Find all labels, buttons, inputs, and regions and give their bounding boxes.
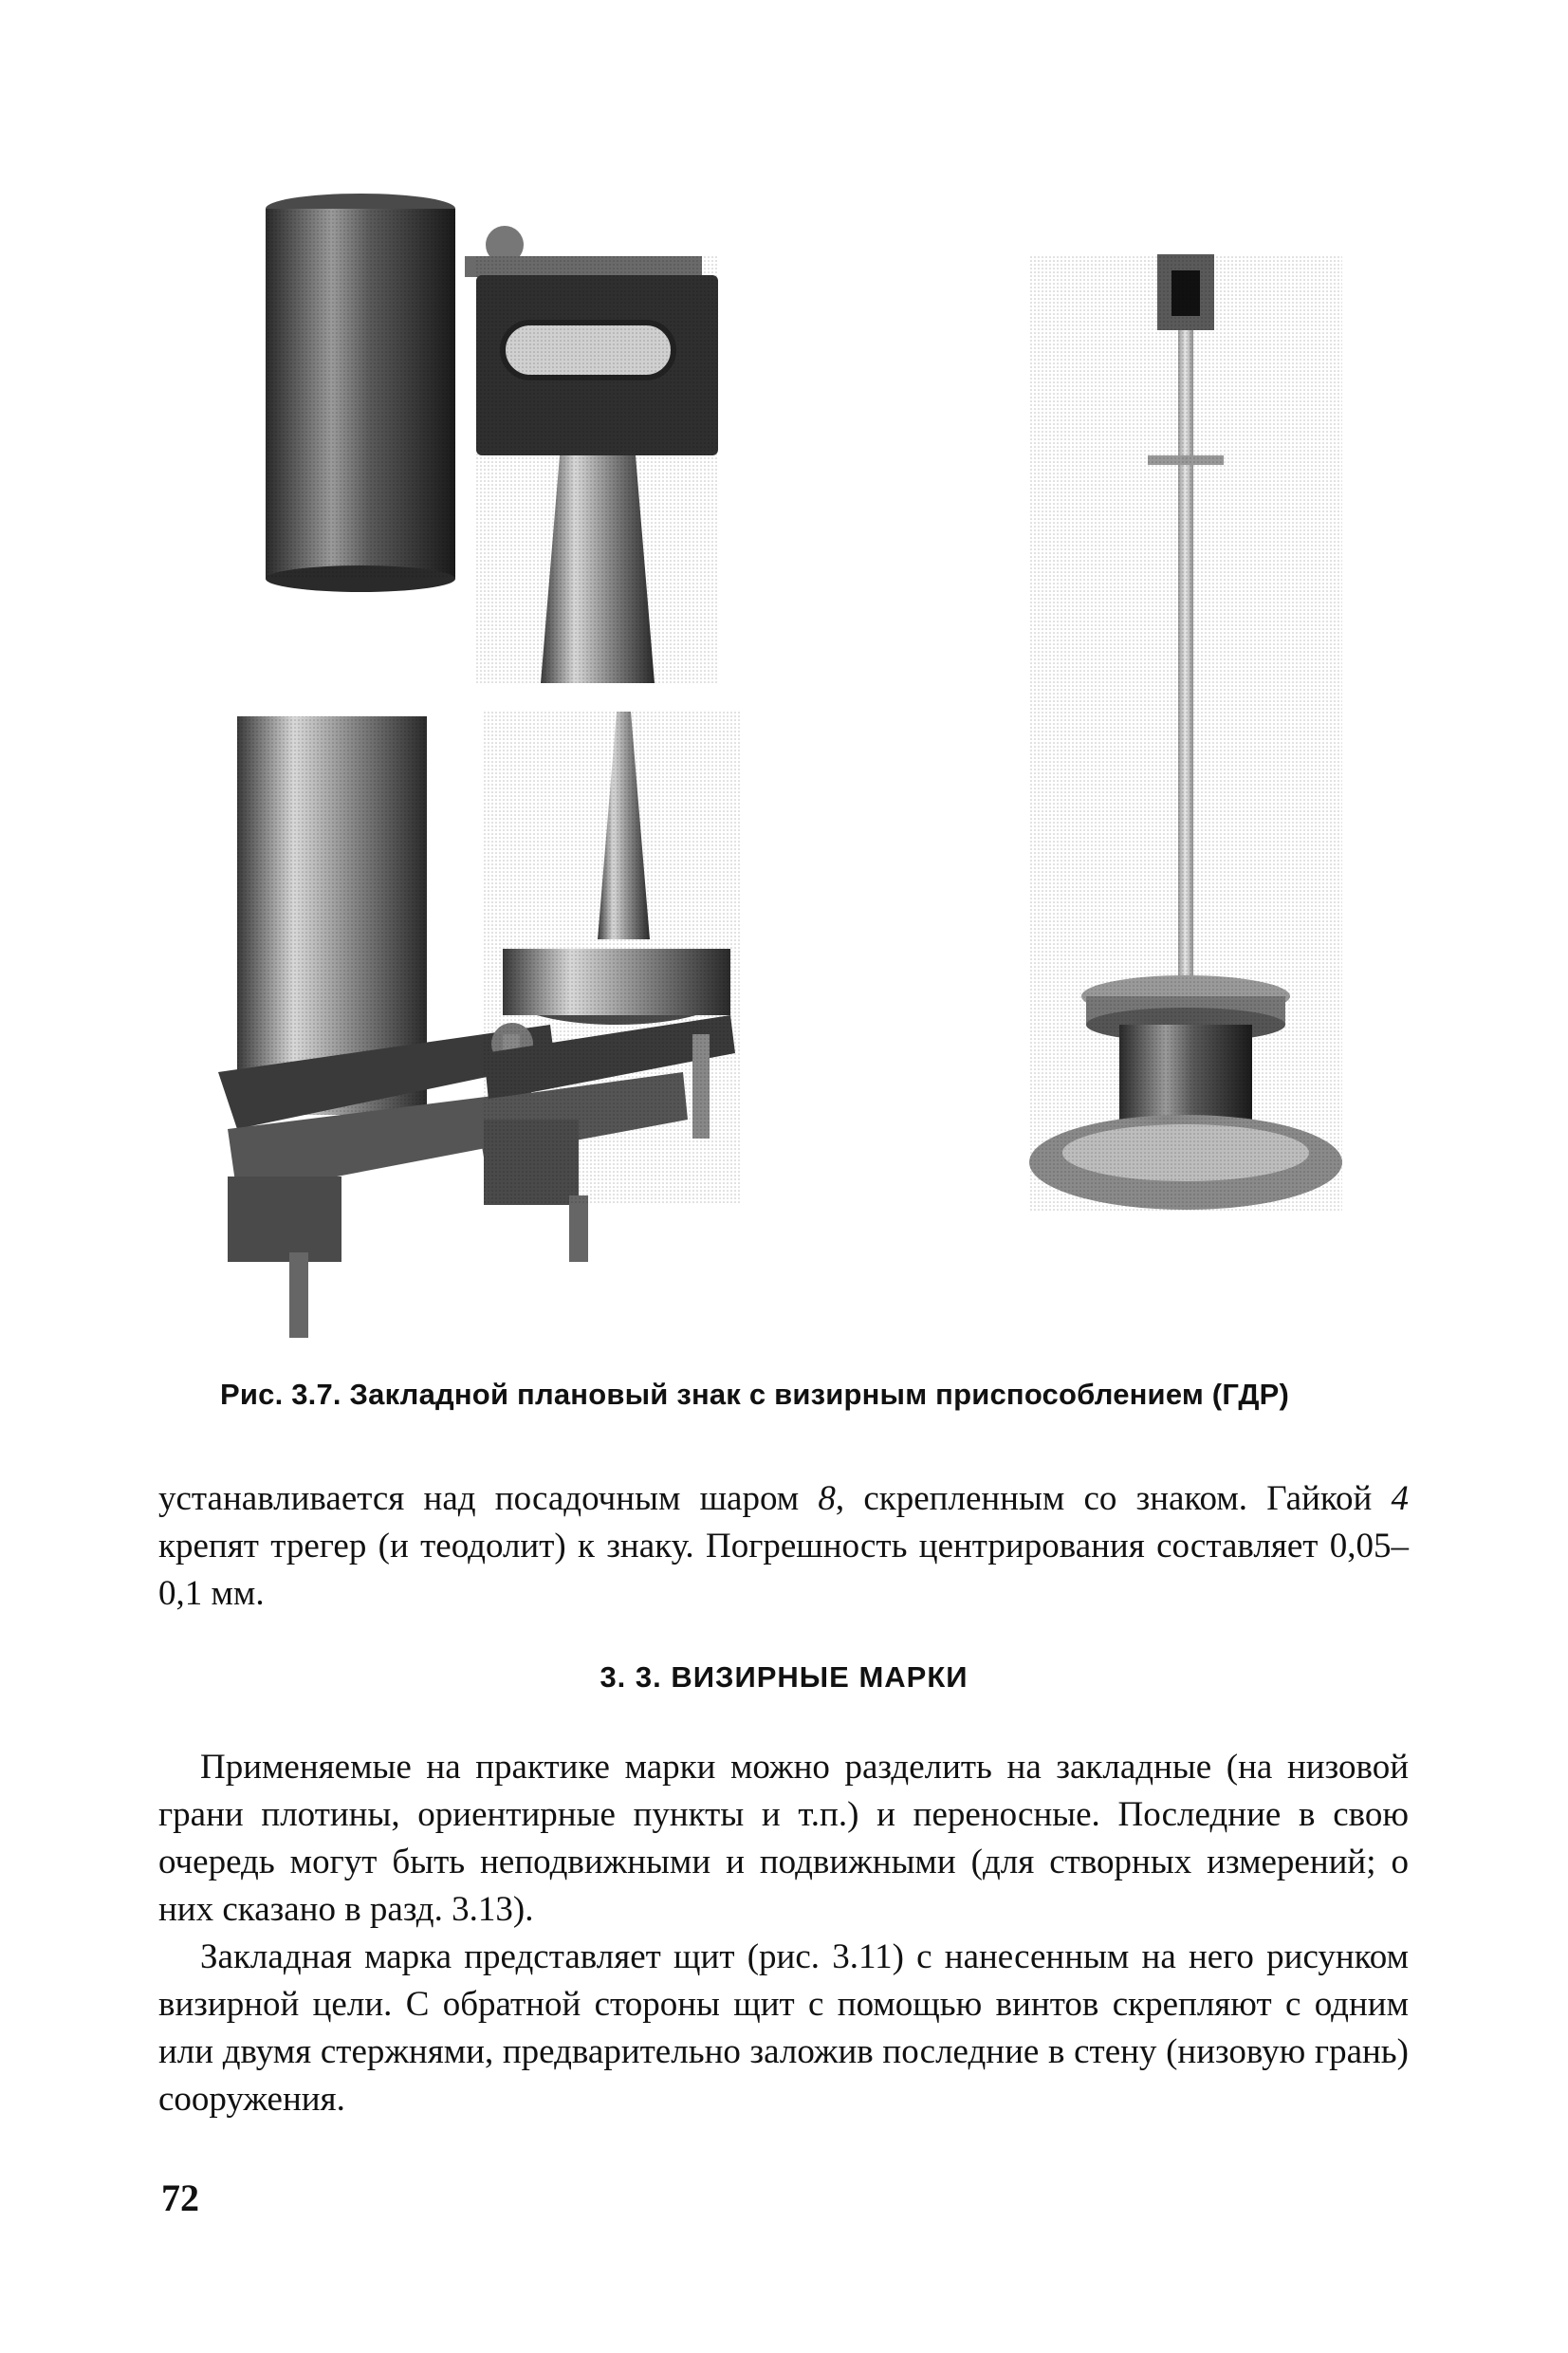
paragraph-1-text-c: крепят трегер (и теодолит) к знаку. Погрешность центрирования составляет 0,05–0,1 мм. — [158, 1527, 1409, 1613]
paragraph-3: Закладная марка представляет щит (рис. 3.11) с нанесенным на него рисунком визирной цели. С обратной стороны щит с помощью винтов скрепляют с одним или двумя стержнями, предварительно заложив последние в стену (низовую грань) сооружения. — [158, 1937, 1409, 2119]
paragraph-2: Применяемые на практике марки можно разделить на закладные (на низовой грани плотины, ориентирные пункты и т.п.) и переносные. Последние в свою очередь могут быть неподвижными и подвижными (для створных измерений; о них сказано в разд. 3.13). — [158, 1748, 1409, 1929]
cylinder-cap-photo — [266, 194, 455, 592]
page-number: 72 — [161, 2177, 199, 2219]
reference-number-4: 4 — [1391, 1479, 1409, 1518]
paragraph-1-text-a: устанавливается над посадочным шаром — [158, 1479, 819, 1518]
paragraph-1-text-b: , скрепленным со знаком. Гайкой — [835, 1479, 1392, 1518]
paragraph-1 — [158, 1475, 1409, 1618]
sighting-head-photo — [465, 226, 718, 683]
figure-caption: Рис. 3.7. Закладной плановый знак с визирным приспособлением (ГДР) — [220, 1378, 1290, 1411]
section-heading: 3. 3. ВИЗИРНЫЕ МАРКИ — [600, 1660, 968, 1694]
reference-number-8: 8 — [818, 1479, 836, 1518]
target-rod-photo — [1029, 254, 1342, 1213]
cone-with-clamp-photo — [474, 712, 740, 1262]
figure-photo — [199, 180, 1366, 1366]
